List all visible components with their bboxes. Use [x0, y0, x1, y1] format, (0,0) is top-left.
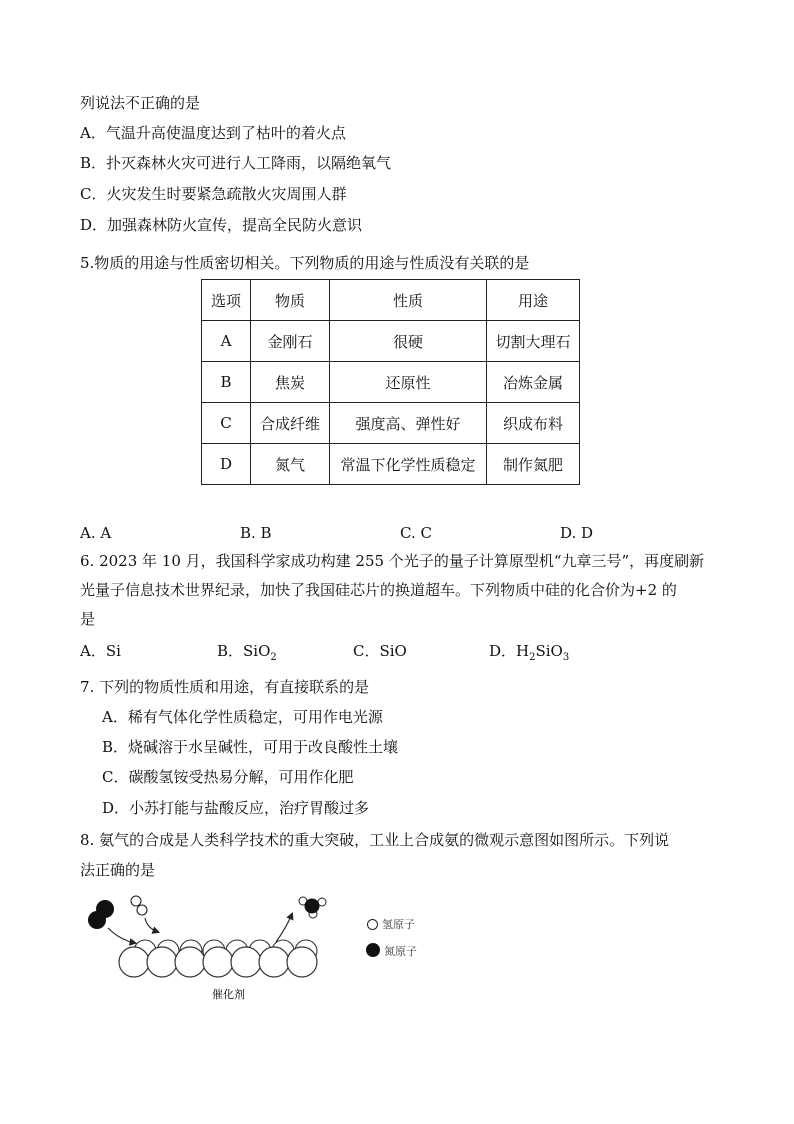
table-cell: 焦炭: [251, 362, 330, 403]
q5-stem: 5.物质的用途与性质密切相关。下列物质的用途与性质没有关联的是: [80, 254, 530, 272]
q4-option-d: D．加强森林防火宣传，提高全民防火意识: [80, 216, 363, 234]
table-row: [202, 403, 580, 444]
table-header-cell: 性质: [330, 280, 487, 321]
q7-option-a: A．稀有气体化学性质稳定，可用作电光源: [102, 708, 383, 726]
arrow-icon: [145, 918, 158, 932]
table-cell: 金刚石: [251, 321, 330, 362]
table-cell: 织成布料: [487, 403, 580, 444]
q8-stem-line-1: 8. 氨气的合成是人类科学技术的重大突破，工业上合成氨的微观示意图如图所示。下列说: [80, 831, 670, 849]
table-row: [202, 362, 580, 403]
table-cell: B: [202, 362, 251, 403]
table-cell: 制作氮肥: [487, 444, 580, 485]
q7-option-c: C．碳酸氢铵受热易分解，可用作化肥: [102, 768, 354, 786]
table-cell: 强度高、弹性好: [330, 403, 487, 444]
q5-option-c: C. C: [400, 524, 432, 542]
nitrogen-atom-icon: [366, 943, 380, 957]
nitrogen-molecule: [88, 900, 114, 929]
table-cell: 合成纤维: [251, 403, 330, 444]
q5-option-d: D. D: [560, 524, 594, 542]
q5-option-a: A. A: [80, 524, 112, 542]
q6-stem-line-1: 6. 2023 年 10 月，我国科学家成功构建 255 个光子的量子计算原型机“九章三号”，再度刷新: [80, 552, 705, 570]
arrow-icon: [108, 928, 135, 943]
q8-stem-line-2: 法正确的是: [80, 861, 156, 879]
table-header-cell: 选项: [202, 280, 251, 321]
table-row: [202, 321, 580, 362]
q5-table: [201, 279, 580, 485]
ammonia-molecule: [299, 897, 326, 918]
table-header-row: [202, 280, 580, 321]
q6-option-d-subscript-1: 2: [529, 652, 536, 663]
q4-option-b: B．扑灭森林火灾可进行人工降雨，以隔绝氧气: [80, 154, 392, 172]
table-cell: C: [202, 403, 251, 444]
table-cell: 氮气: [251, 444, 330, 485]
q6-options: [80, 641, 720, 663]
q4-option-c: C．火灾发生时要紧急疏散火灾周围人群: [80, 185, 347, 203]
table-cell: A: [202, 321, 251, 362]
q4-option-a: A．气温升高使温度达到了枯叶的着火点: [80, 124, 346, 142]
q7-option-b: B．烧碱溶于水呈碱性，可用于改良酸性土壤: [102, 738, 399, 756]
legend-nitrogen-label: 氮原子: [384, 945, 417, 958]
q6-option-b-text: B．SiO: [217, 642, 271, 660]
hydrogen-molecule: [131, 896, 147, 915]
hydrogen-atom-icon: [367, 919, 378, 930]
q4-stem-tail: 列说法不正确的是: [80, 94, 201, 112]
table-header-cell: 用途: [487, 280, 580, 321]
q6-option-c: C．SiO: [353, 642, 407, 660]
table-cell: 切割大理石: [487, 321, 580, 362]
table-cell: 很硬: [330, 321, 487, 362]
q6-stem-line-2: 光量子信息技术世界纪录，加快了我国硅芯片的换道超车。下列物质中硅的化合价为+2 的: [80, 581, 677, 599]
table-row: [202, 444, 580, 485]
catalyst-caption: 催化剂: [212, 988, 245, 1001]
q6-option-b: [217, 641, 277, 668]
q7-option-d: D．小苏打能与盐酸反应，治疗胃酸过多: [102, 799, 370, 817]
table-cell: 冶炼金属: [487, 362, 580, 403]
table-cell: 还原性: [330, 362, 487, 403]
q6-stem-line-3: 是: [80, 610, 96, 628]
q7-stem: 7. 下列的物质性质和用途，有直接联系的是: [80, 678, 370, 696]
q6-option-d-text-1: D．H: [489, 642, 530, 660]
q5-options: [80, 523, 720, 543]
q6-option-a: A．Si: [80, 642, 121, 660]
q6-option-d: [489, 641, 569, 668]
table-header-cell: 物质: [251, 280, 330, 321]
q6-option-b-subscript: 2: [270, 652, 277, 663]
q5-option-b: B. B: [240, 524, 272, 542]
arrow-icon: [276, 914, 292, 942]
table-cell: D: [202, 444, 251, 485]
legend-hydrogen-label: 氢原子: [382, 918, 415, 931]
table-cell: 常温下化学性质稳定: [330, 444, 487, 485]
q6-option-d-text-2: SiO: [535, 642, 563, 660]
q6-option-d-subscript-2: 3: [562, 652, 570, 663]
